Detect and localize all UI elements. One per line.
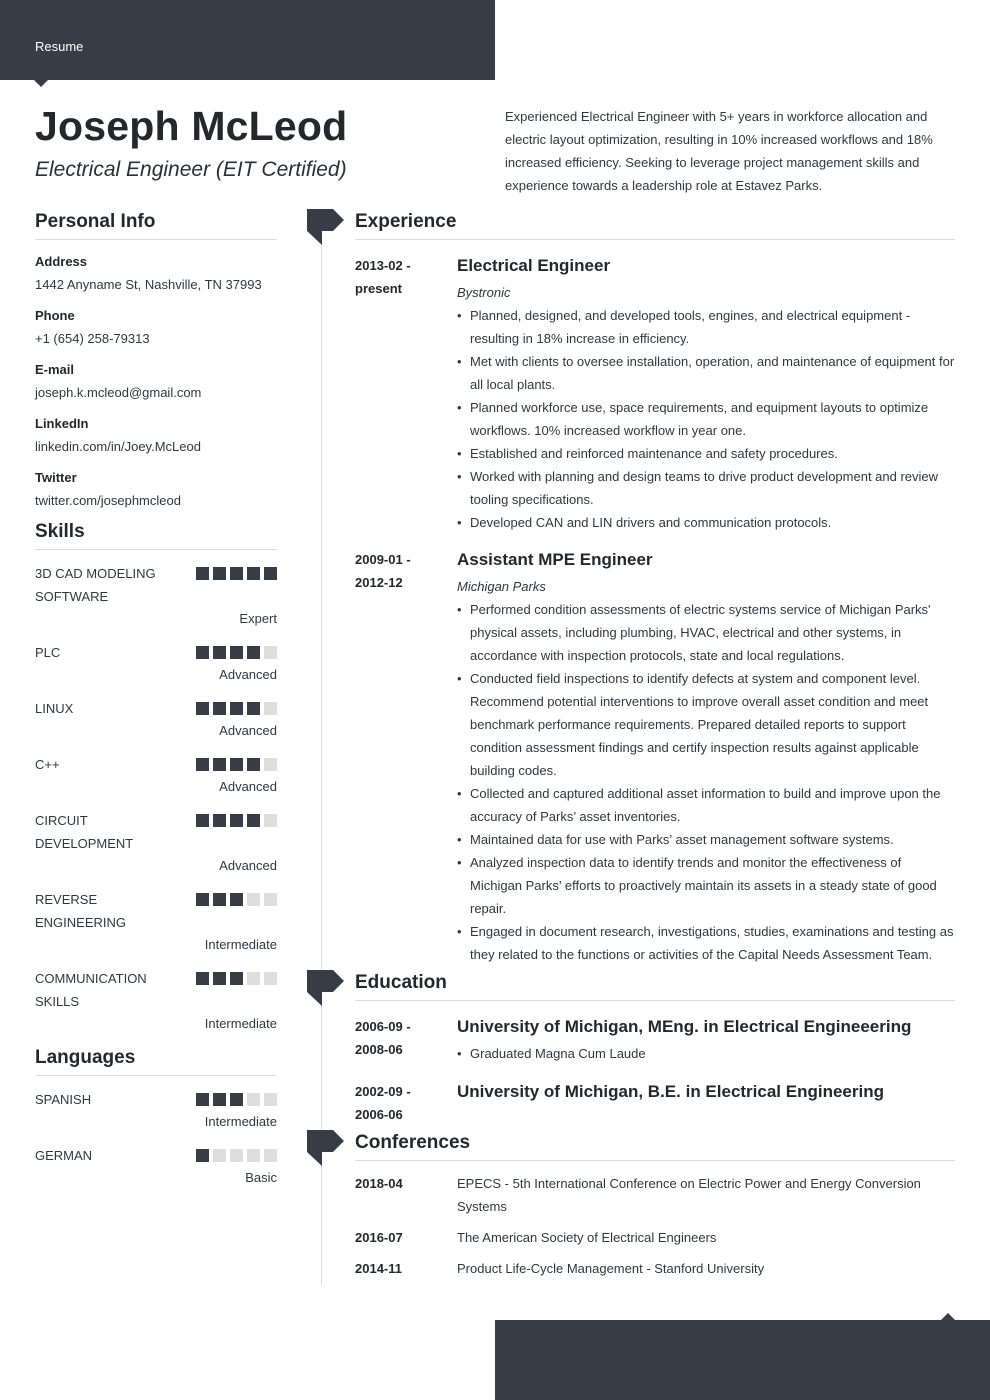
conference-name: EPECS - 5th International Conference on Electric Power and Energy Conversion Systems [457, 1176, 921, 1214]
info-value-email[interactable]: joseph.k.mcleod@gmail.com [35, 385, 202, 400]
rating-empty-icon [264, 814, 277, 827]
section-flag-icon [307, 970, 344, 1006]
entry-title: University of Michigan, MEng. in Electrical Engineeering [457, 1017, 912, 1036]
conference-date: 2014-11 [355, 1261, 402, 1276]
personal-info-list [35, 250, 277, 512]
language-level: Intermediate [204, 1114, 277, 1129]
bullet: • Engaged in document research, investigations, studies, examinations and testing as they related to the functions or activities of the Capital Needs Assessment Team. [457, 920, 955, 966]
skill-item [35, 888, 277, 955]
language-item [35, 1088, 277, 1132]
rating-filled-icon [230, 972, 243, 985]
rating-filled-icon [230, 893, 243, 906]
skill-level: Advanced [219, 858, 277, 873]
skill-level: Advanced [219, 779, 277, 794]
rating-filled-icon [213, 1093, 226, 1106]
entry-company: Michigan Parks [457, 579, 546, 594]
bullet: • Established and reinforced maintenance and safety procedures. [457, 442, 955, 465]
entry-bullets [457, 304, 955, 534]
conferences-title: Conferences [355, 1129, 955, 1161]
languages-list [35, 1088, 277, 1188]
entry-bullets [457, 1042, 955, 1065]
languages-title: Languages [35, 1044, 277, 1076]
rating-filled-icon [196, 893, 209, 906]
education-section [355, 969, 955, 1126]
info-label-phone: Phone [35, 308, 75, 323]
skill-name: LINUX [35, 701, 74, 716]
rating-empty-icon [230, 1149, 243, 1162]
bullet: • Worked with planning and design teams to drive product development and review tooling specifications. [457, 465, 955, 511]
skill-name: PLC [35, 645, 61, 660]
education-entry [355, 1015, 955, 1065]
skill-item [35, 697, 277, 741]
rating-empty-icon [247, 1093, 260, 1106]
entry-date: 2002-09 - 2006-06 [355, 1084, 411, 1122]
candidate-title: Electrical Engineer (EIT Certified) [35, 158, 347, 181]
rating-empty-icon [264, 702, 277, 715]
rating-filled-icon [213, 646, 226, 659]
bullet: • Performed condition assessments of electric systems service of Michigan Parks' physical assets, including plumbing, HVAC, electrical and other systems, in accordance with inspection protocols, state and local regulations. [457, 598, 955, 667]
rating-filled-icon [196, 567, 209, 580]
education-entry [355, 1080, 955, 1126]
rating-filled-icon [213, 567, 226, 580]
entry-title: University of Michigan, B.E. in Electrical Engineering [457, 1082, 884, 1101]
bullet: • Conducted field inspections to identify defects at system and component level. Recommend potential interventions to improve overall asset condition and meet benchmark performance requirements. Prepared detailed reports to support condition assessment findings and certify inspection results against applicable building codes. [457, 667, 955, 782]
section-flag-icon [307, 1130, 344, 1166]
rating-filled-icon [196, 646, 209, 659]
skill-level: Advanced [219, 723, 277, 738]
skill-name: COMMUNICATION SKILLS [35, 971, 147, 1009]
rating-empty-icon [247, 972, 260, 985]
info-value-linkedin[interactable]: linkedin.com/in/Joey.McLeod [35, 439, 201, 454]
skill-name: CIRCUIT DEVELOPMENT [35, 813, 134, 851]
section-flag-icon [307, 209, 344, 245]
info-value-phone: +1 (654) 258-79313 [35, 331, 150, 346]
rating-filled-icon [230, 702, 243, 715]
bullet: • Graduated Magna Cum Laude [457, 1042, 955, 1065]
rating-empty-icon [213, 1149, 226, 1162]
rating-filled-icon [230, 814, 243, 827]
left-column [35, 208, 277, 1188]
bullet: • Planned, designed, and developed tools, engines, and electrical equipment - resulting in 18% increase in efficiency. [457, 304, 955, 350]
skill-item [35, 753, 277, 797]
language-rating [196, 1093, 277, 1106]
bullet: • Maintained data for use with Parks’ asset management software systems. [457, 828, 955, 851]
info-label-twitter: Twitter [35, 470, 77, 485]
candidate-name: Joseph McLeod [35, 103, 348, 149]
rating-filled-icon [213, 814, 226, 827]
rating-filled-icon [230, 567, 243, 580]
rating-empty-icon [264, 758, 277, 771]
rating-filled-icon [196, 702, 209, 715]
bullet: • Collected and captured additional asset information to build and improve upon the accuracy of Parks’ asset inventories. [457, 782, 955, 828]
skill-rating [196, 893, 277, 906]
rating-filled-icon [230, 1093, 243, 1106]
header-label: Resume [35, 39, 84, 54]
info-value-twitter[interactable]: twitter.com/josephmcleod [35, 493, 181, 508]
skill-item [35, 809, 277, 876]
language-rating [196, 1149, 277, 1162]
rating-filled-icon [196, 758, 209, 771]
conference-name: The American Society of Electrical Engineers [457, 1230, 717, 1245]
entry-date: 2013-02 - present [355, 258, 411, 296]
rating-empty-icon [264, 646, 277, 659]
rating-empty-icon [247, 1149, 260, 1162]
skill-name: C++ [35, 757, 60, 772]
rating-filled-icon [247, 758, 260, 771]
entry-company: Bystronic [457, 285, 511, 300]
experience-title: Experience [355, 208, 955, 240]
rating-filled-icon [213, 972, 226, 985]
bullet: • Developed CAN and LIN drivers and communication protocols. [457, 511, 955, 534]
footer-notch [941, 1313, 955, 1320]
bullet: • Met with clients to oversee installation, operation, and maintenance of equipment for all local plants. [457, 350, 955, 396]
rating-filled-icon [213, 758, 226, 771]
info-label-email: E-mail [35, 362, 75, 377]
skills-list [35, 562, 277, 1034]
skills-title: Skills [35, 518, 277, 550]
skill-item [35, 967, 277, 1034]
skill-item [35, 641, 277, 685]
rating-filled-icon [247, 814, 260, 827]
rating-filled-icon [247, 646, 260, 659]
skill-name: 3D CAD MODELING SOFTWARE [35, 566, 156, 604]
skill-item [35, 562, 277, 629]
experience-section [355, 208, 955, 966]
rating-empty-icon [264, 893, 277, 906]
info-label-linkedin: LinkedIn [35, 416, 89, 431]
rating-empty-icon [247, 893, 260, 906]
header-bar [0, 0, 495, 80]
conference-date: 2016-07 [355, 1230, 403, 1245]
footer-bar [495, 1320, 990, 1400]
experience-entry [355, 254, 955, 534]
skill-rating [196, 972, 277, 985]
rating-filled-icon [196, 814, 209, 827]
entry-bullets [457, 598, 955, 966]
rating-filled-icon [213, 893, 226, 906]
skill-rating [196, 702, 277, 715]
header-notch [34, 80, 48, 87]
rating-filled-icon [213, 702, 226, 715]
entry-title: Electrical Engineer [457, 256, 611, 275]
timeline-line [321, 240, 322, 1285]
skill-level: Advanced [219, 667, 277, 682]
entry-title: Assistant MPE Engineer [457, 550, 653, 569]
skill-level: Intermediate [204, 937, 277, 952]
rating-filled-icon [196, 1093, 209, 1106]
bullet: • Planned workforce use, space requirements, and equipment layouts to optimize workflows. 10% increased workflow in year one. [457, 396, 955, 442]
skill-level: Intermediate [204, 1016, 277, 1031]
language-item [35, 1144, 277, 1188]
rating-filled-icon [247, 702, 260, 715]
rating-filled-icon [264, 567, 277, 580]
skill-rating [196, 814, 277, 827]
language-name: GERMAN [35, 1148, 93, 1163]
rating-filled-icon [230, 646, 243, 659]
language-name: SPANISH [35, 1092, 92, 1107]
summary: Experienced Electrical Engineer with 5+ years in workforce allocation and electric layout optimization, resulting in 10% increased workflows and 18% increased efficiency. Seeking to leverage project management skills and experience towards a leadership role at Estavez Parks. [505, 109, 933, 193]
rating-empty-icon [264, 1149, 277, 1162]
conference-name: Product Life-Cycle Management - Stanford University [457, 1261, 765, 1276]
conference-row [355, 1172, 955, 1218]
skill-name: REVERSE ENGINEERING [35, 892, 127, 930]
bullet: • Analyzed inspection data to identify trends and monitor the effectiveness of Michigan Parks’ efforts to proactively maintain its assets in a steady state of good repair. [457, 851, 955, 920]
conference-date: 2018-04 [355, 1176, 403, 1191]
skill-level: Expert [239, 611, 277, 626]
education-title: Education [355, 969, 955, 1001]
rating-filled-icon [196, 972, 209, 985]
info-label-address: Address [35, 254, 88, 269]
rating-filled-icon [230, 758, 243, 771]
conference-row [355, 1226, 955, 1249]
personal-info-title: Personal Info [35, 208, 277, 240]
experience-entry [355, 548, 955, 966]
rating-filled-icon [196, 1149, 209, 1162]
skill-rating [196, 567, 277, 580]
entry-date: 2009-01 - 2012-12 [355, 552, 411, 590]
conference-row [355, 1257, 955, 1280]
rating-empty-icon [264, 972, 277, 985]
skill-rating [196, 758, 277, 771]
entry-date: 2006-09 - 2008-06 [355, 1019, 411, 1057]
rating-filled-icon [247, 567, 260, 580]
conferences-section [355, 1129, 955, 1280]
skill-rating [196, 646, 277, 659]
info-value-address: 1442 Anyname St, Nashville, TN 37993 [35, 277, 262, 292]
language-level: Basic [245, 1170, 277, 1185]
rating-empty-icon [264, 1093, 277, 1106]
